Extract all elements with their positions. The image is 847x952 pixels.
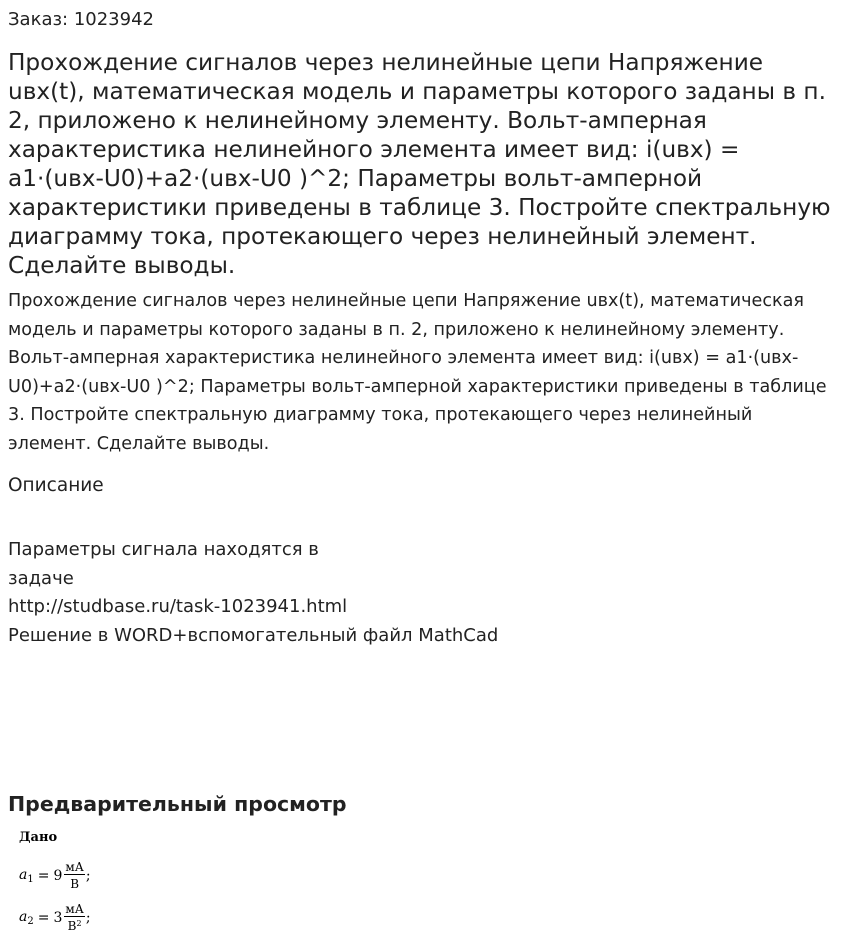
formula-a1: [19, 860, 91, 891]
formula-equals: =: [37, 867, 50, 884]
order-number: Заказ: 1023942: [8, 9, 154, 30]
formula-a2: [19, 902, 91, 933]
formula-tail: ;: [85, 909, 91, 926]
description-line: Решение в WORD+вспомогательный файл MathCad: [8, 624, 499, 646]
given-label: Дано: [19, 830, 58, 845]
formula-tail: ;: [85, 867, 91, 884]
task-summary: Прохождение сигналов через нелинейные цепи Напряжение uвх(t), математическая модель и параметры которого заданы в п. 2, приложено к нелинейному элементу. Вольт-амперная характеристика нелинейного элемента имеет вид: i(uвх) = a1·(uвх-U0)+a2·(uвх-U0 )^2; Параметры вольт-амперной характеристики приведены в таблице 3. Постройте спектральную диаграмму тока, протекающего через нелинейный элемент. Сделайте выводы.: [8, 291, 827, 454]
formula-variable: $a_2$: [19, 908, 34, 927]
formula-value: 9: [53, 867, 63, 884]
preview-heading: Предварительный просмотр: [8, 792, 347, 816]
formula-equals: =: [37, 909, 50, 926]
description-line: Параметры сигнала находятся в: [8, 539, 319, 560]
page-title: Прохождение сигналов через нелинейные цепи Напряжение uвх(t), математическая модель и параметры которого заданы в п. 2, приложено к нелинейному элементу. Вольт-амперная характеристика нелинейного элемента имеет вид: i(uвх) = a1·(uвх-U0)+a2·(uвх-U0 )^2; Параметры вольт-амперной характеристики приведены в таблице 3. Постройте спектральную диаграмму тока, протекающего через нелинейный элемент. Сделайте выводы.: [8, 49, 831, 279]
description-link[interactable]: http://studbase.ru/task-1023941.html: [8, 596, 348, 617]
description-body: [8, 536, 498, 650]
description-heading: Описание: [8, 475, 104, 496]
preview-image: [8, 822, 308, 952]
formula-value: 3: [53, 909, 63, 926]
formula-variable: $a_1$: [19, 866, 34, 885]
formula-unit: $\frac{мА}{В^2}$: [65, 902, 84, 933]
description-line: задаче: [8, 567, 74, 589]
formula-unit: $\frac{мА}{В}$: [65, 860, 84, 891]
